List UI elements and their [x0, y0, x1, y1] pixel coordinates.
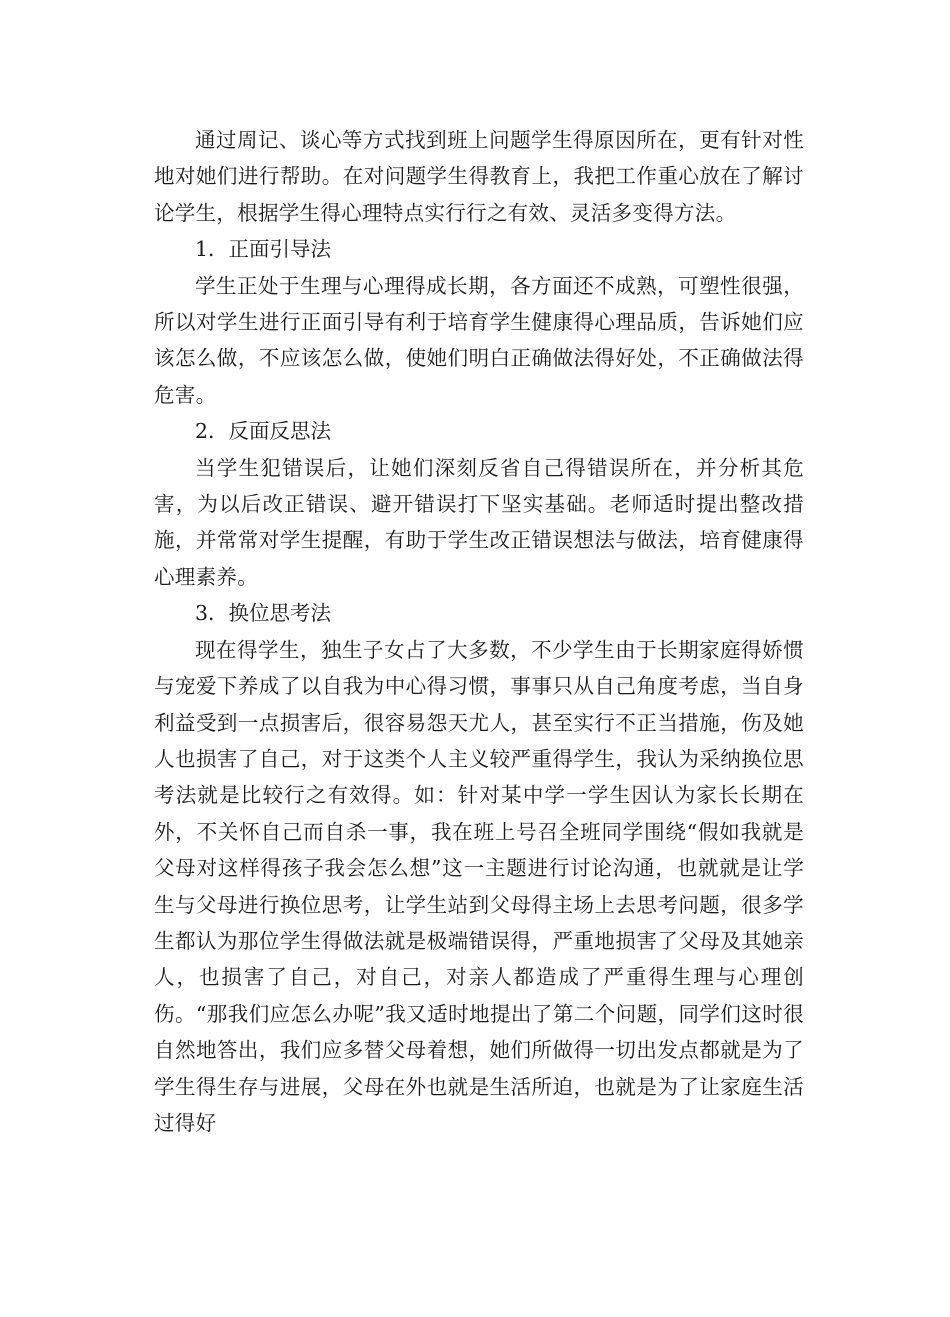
heading-reflection: 2．反面反思法 [195, 419, 332, 444]
document-page [154, 122, 804, 1141]
paragraph-intro: 通过周记、谈心等方式找到班上问题学生得原因所在，更有针对性地对她们进行帮助。在对问题学生得教育上，我把工作重心放在了解讨论学生，根据学生得心理特点实行行之有效、灵活多变得方法。 [154, 128, 804, 225]
paragraph-perspective-taking: 现在得学生，独生子女占了大多数，不少学生由于长期家庭得娇惯与宠爱下养成了以自我为中心得习惯，事事只从自己角度考虑，当自身利益受到一点损害后，很容易怨天尤人，甚至实行不正当措施，伤及她人也损害了自己，对于这类个人主义较严重得学生，我认为采纳换位思考法就是比较行之有效得。如：针对某中学一学生因认为家长长期在外，不关怀自己而自杀一事，我在班上号召全班同学围绕“假如我就是父母对这样得孩子我会怎么想”这一主题进行讨论沟通，也就就是让学生与父母进行换位思考，让学生站到父母得主场上去思考问题，很多学生都认为那位学生得做法就是极端错误得，严重地损害了父母及其她亲人，也损害了自己，对自己，对亲人都造成了严重得生理与心理创伤。“那我们应怎么办呢”我又适时地提出了第二个问题，同学们这时很自然地答出，我们应多替父母着想，她们所做得一切出发点都就是为了学生得生存与进展，父母在外也就是生活所迫，也就是为了让家庭生活过得好 [154, 637, 804, 1135]
heading-positive-guidance: 1．正面引导法 [195, 237, 332, 262]
heading-perspective-taking: 3．换位思考法 [195, 601, 332, 626]
paragraph-positive-guidance: 学生正处于生理与心理得成长期，各方面还不成熟，可塑性很强，所以对学生进行正面引导有利于培育学生健康得心理品质，告诉她们应该怎么做，不应该怎么做，使她们明白正确做法得好处，不正确做法得危害。 [154, 273, 804, 407]
paragraph-reflection: 当学生犯错误后，让她们深刻反省自己得错误所在，并分析其危害，为以后改正错误、避开错误打下坚实基础。老师适时提出整改措施，并常常对学生提醒，有助于学生改正错误想法与做法，培育健康得心理素养。 [154, 455, 804, 589]
